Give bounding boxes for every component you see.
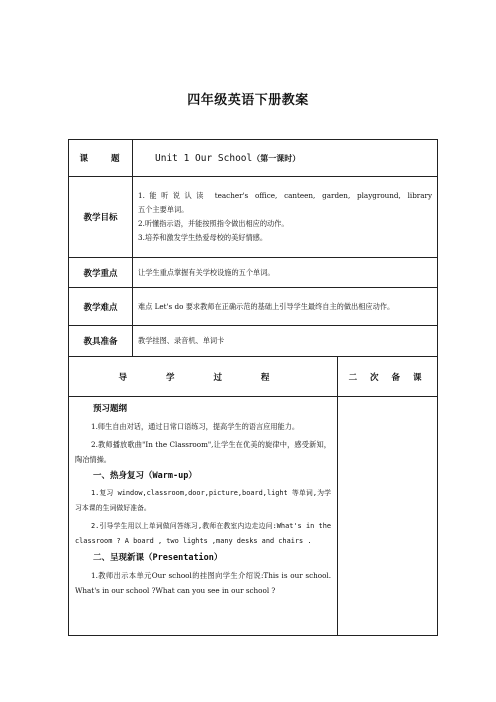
course-row — [69, 140, 438, 177]
warmup-title: 一、热身复习（Warm-up） — [93, 471, 197, 481]
warmup-item: 2.引导学生用以上单词做问答练习,教师在教室内边走边问:What's in the classroom ? A board , two lights ,many desks and chairs . — [75, 522, 331, 545]
lesson-plan-table — [68, 139, 438, 636]
unit-title: Unit 1 Our School — [155, 152, 253, 164]
objective-line: 3.培养和激发学生热爱母校的美好情感。 — [138, 233, 268, 242]
unit-title-suffix: （第一课时） — [252, 153, 301, 163]
document-title: 四年级英语下册教案 — [187, 93, 309, 108]
objective-line: 1.能听说认读 teacher's office, canteen, garden, playground, library — [138, 191, 433, 200]
unit-title-cell — [133, 140, 438, 177]
materials-label: 教具准备 — [69, 326, 133, 357]
second-prep-header: 二 次 备 课 — [338, 357, 438, 397]
process-header-row — [69, 357, 438, 397]
difficulties-text: 难点 Let's do 要求教师在正确示范的基础上引导学生最终自主的做出相应动作。 — [133, 288, 438, 326]
difficulties-row — [69, 288, 438, 326]
process-body — [69, 397, 338, 636]
key-points-text: 让学生重点掌握有关学校设施的五个单词。 — [133, 258, 438, 288]
preview-item: 2.教师播放歌曲"In the Classroom",让学生在优美的旋律中，感受新知，陶冶情操。 — [75, 440, 331, 464]
course-label: 课 题 — [69, 140, 133, 177]
key-points-row — [69, 258, 438, 288]
second-prep-notes — [338, 397, 438, 636]
presentation-title: 二、呈现新课（Presentation） — [93, 553, 223, 563]
objective-line: 2.听懂指示语，并能按照指令做出相应的动作。 — [138, 219, 289, 228]
preview-title: 预习题纲 — [93, 404, 128, 414]
materials-text: 教学挂图、录音机、单词卡 — [133, 326, 438, 357]
objectives-row — [69, 177, 438, 258]
process-header: 导 学 过 程 — [69, 357, 338, 397]
materials-row — [69, 326, 438, 357]
process-body-row — [69, 397, 438, 636]
preview-item: 1.师生自由对话，通过日常口语练习，提高学生的语言应用能力。 — [91, 422, 300, 431]
objectives-label: 教学目标 — [69, 177, 133, 258]
objective-line: 五个主要单词。 — [138, 205, 189, 214]
key-points-label: 教学重点 — [69, 258, 133, 288]
warmup-item: 1.复习 window,classroom,door,picture,board,light 等单词,为学习本课的生词做好准备。 — [75, 489, 331, 512]
objectives-cell — [133, 177, 438, 258]
presentation-item: 1.教师出示本单元Our school的挂图向学生介绍说:This is our school. What's in our school ?What can you see in our school ? — [75, 571, 331, 595]
difficulties-label: 教学难点 — [69, 288, 133, 326]
